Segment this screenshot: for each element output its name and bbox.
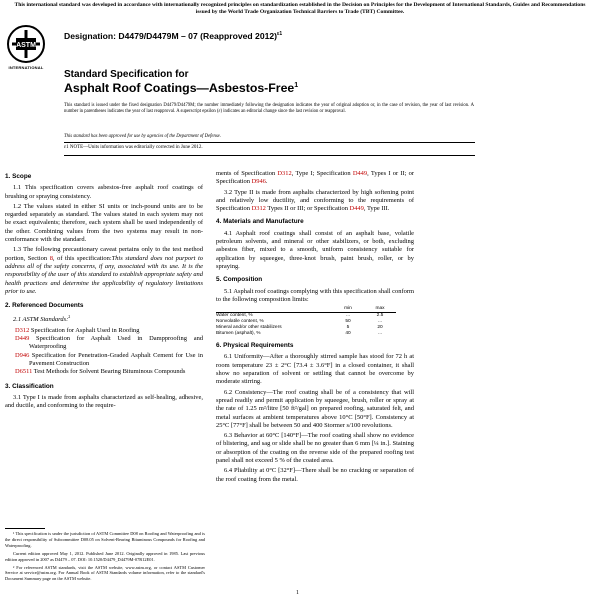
reference-item: D6511 Test Methods for Solvent Bearing Bituminous Compounds — [15, 368, 186, 376]
para-5-1: 5.1 Asphalt roof coatings complying with this specification shall conform to the following composition limits: — [216, 287, 414, 303]
page-number: 1 — [296, 590, 299, 596]
reference-code-link[interactable]: D312 — [15, 326, 30, 334]
table-row: Bitumen (asphalt), % 40 ... — [216, 331, 382, 337]
para-3-2: 3.2 Type II is made from asphalts characterized by high softening point and relatively low ductility, and conforming to the requirements of Specification D312 Types II or III; or Specification D449, Type III. — [216, 188, 414, 213]
issued-statement: This standard is issued under the fixed designation D4479/D4479M; the number immediately following the designation indicates the year of original adoption or, in the case of revision, the year of last revision. A number in parentheses indicates the year of last reapproval. A superscript epsilon (ε) indicates an editorial change since the last revision or reapproval. — [64, 103, 474, 115]
footnote-1: ¹ This specification is under the jurisdiction of ASTM Committee D08 on Roofing and Waterproofing and is the direct responsibility of Subcommittee D08.05 on Solvent-Bearing Bituminous Compounds for Roofing and Waterproofing. — [5, 531, 205, 548]
designation: Designation: D4479/D4479M – 07 (Reapproved 2012)$^{\varepsilon 1}$ — [64, 31, 283, 41]
title-line-1: Standard Specification for — [64, 69, 189, 80]
section-heading-composition: 5. Composition — [216, 276, 263, 284]
svg-text:ASTM: ASTM — [16, 42, 36, 49]
reference-item: D312 Specification for Asphalt Used in Roofing — [15, 326, 140, 334]
footnotes — [5, 531, 205, 584]
right-column — [216, 170, 414, 486]
para-6-2: 6.2 Consistency—The roof coating shall be of a consistency that will spread readily and permit application by squeegee, brush, roller or spray at the rate of 1.25 m²/litre [50 ft²/gal] on prepared roofing, saturated felt, and metal surfaces at ambient temperatures above 10°C [50°F]. Consistency at 25°C [77°F] shall be between 50 and 400 Stormer s/100 revolutions. — [216, 388, 414, 429]
table-row: Mineral and/or other stabilizers 5 20 — [216, 325, 383, 331]
section-heading-classification: 3. Classification — [5, 382, 54, 390]
d449-link[interactable]: D449 — [349, 205, 364, 213]
footnote-1b: Current edition approved May 1, 2012. Published June 2012. Originally approved in 1985. Last previous edition approved in 2007 as D4479 – 07. DOI: 10.1520/D4479_D4479M-07R12E01. — [5, 550, 205, 562]
para-3-1: 3.1 Type I is made from asphalts characterized as self-healing, adhesive, and ductile, and conforming to the require- — [5, 393, 203, 410]
reference-item: D449 Specification for Asphalt Used in Dampproofing and Waterproofing — [15, 335, 204, 351]
reference-list — [5, 327, 203, 377]
table-row: Water content, % ... 2.5 — [216, 313, 384, 319]
dod-approval: This standard has been approved for use by agencies of the Department of Defense. — [64, 134, 221, 139]
composition-table — [216, 306, 396, 337]
section-heading-materials: 4. Materials and Manufacture — [216, 218, 304, 226]
section-heading-refs: 2. Referenced Documents — [5, 302, 84, 310]
para-6-3: 6.3 Behavior at 60°C [140°F]—The roof coating shall show no evidence of blistering, and sag or slide shall be no greater than 6 mm [¼ in.]. Staining or absorption of the coating on the reverse side of the prepared roofing test panel shall not exceed 5 % of the coated area. — [216, 432, 414, 465]
para-6-4: 6.4 Pliability at 0°C [32°F]—There shall be no cracking or separation of the roof coating from the metal. — [216, 467, 414, 483]
section-heading-physical: 6. Physical Requirements — [216, 342, 294, 350]
para-1-1: 1.1 This specification covers asbestos-free asphalt roof coatings of brushing or spraying consistency. — [5, 184, 203, 200]
para-4-1: 4.1 Asphalt roof coatings shall consist of an asphalt base, volatile petroleum solvents, and mineral or other stabilizers, or both, excluding asbestos fiber, mixed to a smooth, uniform consistency suitable for application by squeegee, three-knot brush, paint brush, roller, or by spraying. — [216, 229, 414, 270]
reference-item: D946 Specification for Penetration-Graded Asphalt Cement for Use in Pavement Construction — [15, 351, 203, 368]
para-6-1: 6.1 Uniformity—After a thoroughly stirred sample has stood for 72 h at room temperature 23 ± 2°C [73.4 ± 3.6°F] in a closed container, it shall show no separation of solvent or settling that cannot be overcome by moderate stirring. — [216, 353, 414, 386]
col-max: max — [364, 306, 396, 313]
wto-notice: This international standard was developed in accordance with internationally recognized principles on standardization established in the Decision on Principles for the Development of International Standards, Guides and Recommendations issued by the World Trade Organization Technical Barriers to Trade (TBT) Committee. — [14, 2, 586, 15]
d946-link[interactable]: D946 — [251, 178, 266, 186]
logo-caption: INTERNATIONAL — [8, 65, 44, 70]
d312-link[interactable]: D312 — [251, 205, 266, 213]
astm-logo — [6, 24, 46, 66]
d312-link[interactable]: D312 — [277, 170, 292, 177]
reference-code-link[interactable]: D6511 — [15, 368, 33, 376]
divider-bottom — [64, 155, 475, 156]
footnote-2: ² For referenced ASTM standards, visit the ASTM website, www.astm.org, or contact ASTM Customer Service at service@astm.org. For Annual Book of ASTM Standards volume information, refer to the standard's Document Summary page on the ASTM website. — [5, 564, 205, 582]
para-2-1: 2.1 ASTM Standards:$^2$ — [13, 314, 71, 324]
footnote-rule — [5, 528, 45, 529]
reference-code-link[interactable]: D946 — [15, 351, 30, 359]
section-heading-scope: 1. Scope — [5, 173, 32, 180]
divider-top — [64, 142, 475, 143]
editorial-note: ε1 NOTE—Units information was editorially corrected in June 2012. — [64, 145, 203, 150]
title-line-2: Asphalt Roof Coatings—Asbestos-Free$^1$ — [64, 81, 299, 95]
d449-link[interactable]: D449 — [352, 170, 368, 177]
para-1-2: 1.2 The values stated in either SI units or inch-pound units are to be regarded separately as standard. The values stated in each system may not be exact equivalents; therefore, each system shall be used independently of the other. Combining values from the two systems may result in non-conformance with the standard. — [5, 202, 203, 244]
section-8-link[interactable]: 8 — [49, 254, 53, 262]
table-row: Nonvolatile content, % 50 ... — [216, 319, 382, 325]
reference-code-link[interactable]: D449 — [15, 335, 30, 343]
para-1-3: 1.3 The following precautionary caveat pertains only to the test method portion, Section 8, of this specification:This standard does not purport to address all of the safety concerns, if any, associated with its use. It is the responsibility of the user of this standard to establish appropriate safety and health practices and determine the applicability of regulatory limitations prior to use. — [5, 246, 203, 295]
left-column — [5, 170, 203, 413]
col-min: min — [332, 306, 364, 313]
para-3-1-continued: ments of Specification D312, Type I; Specification D449, Types I or II; or Specification D946. — [216, 170, 414, 186]
